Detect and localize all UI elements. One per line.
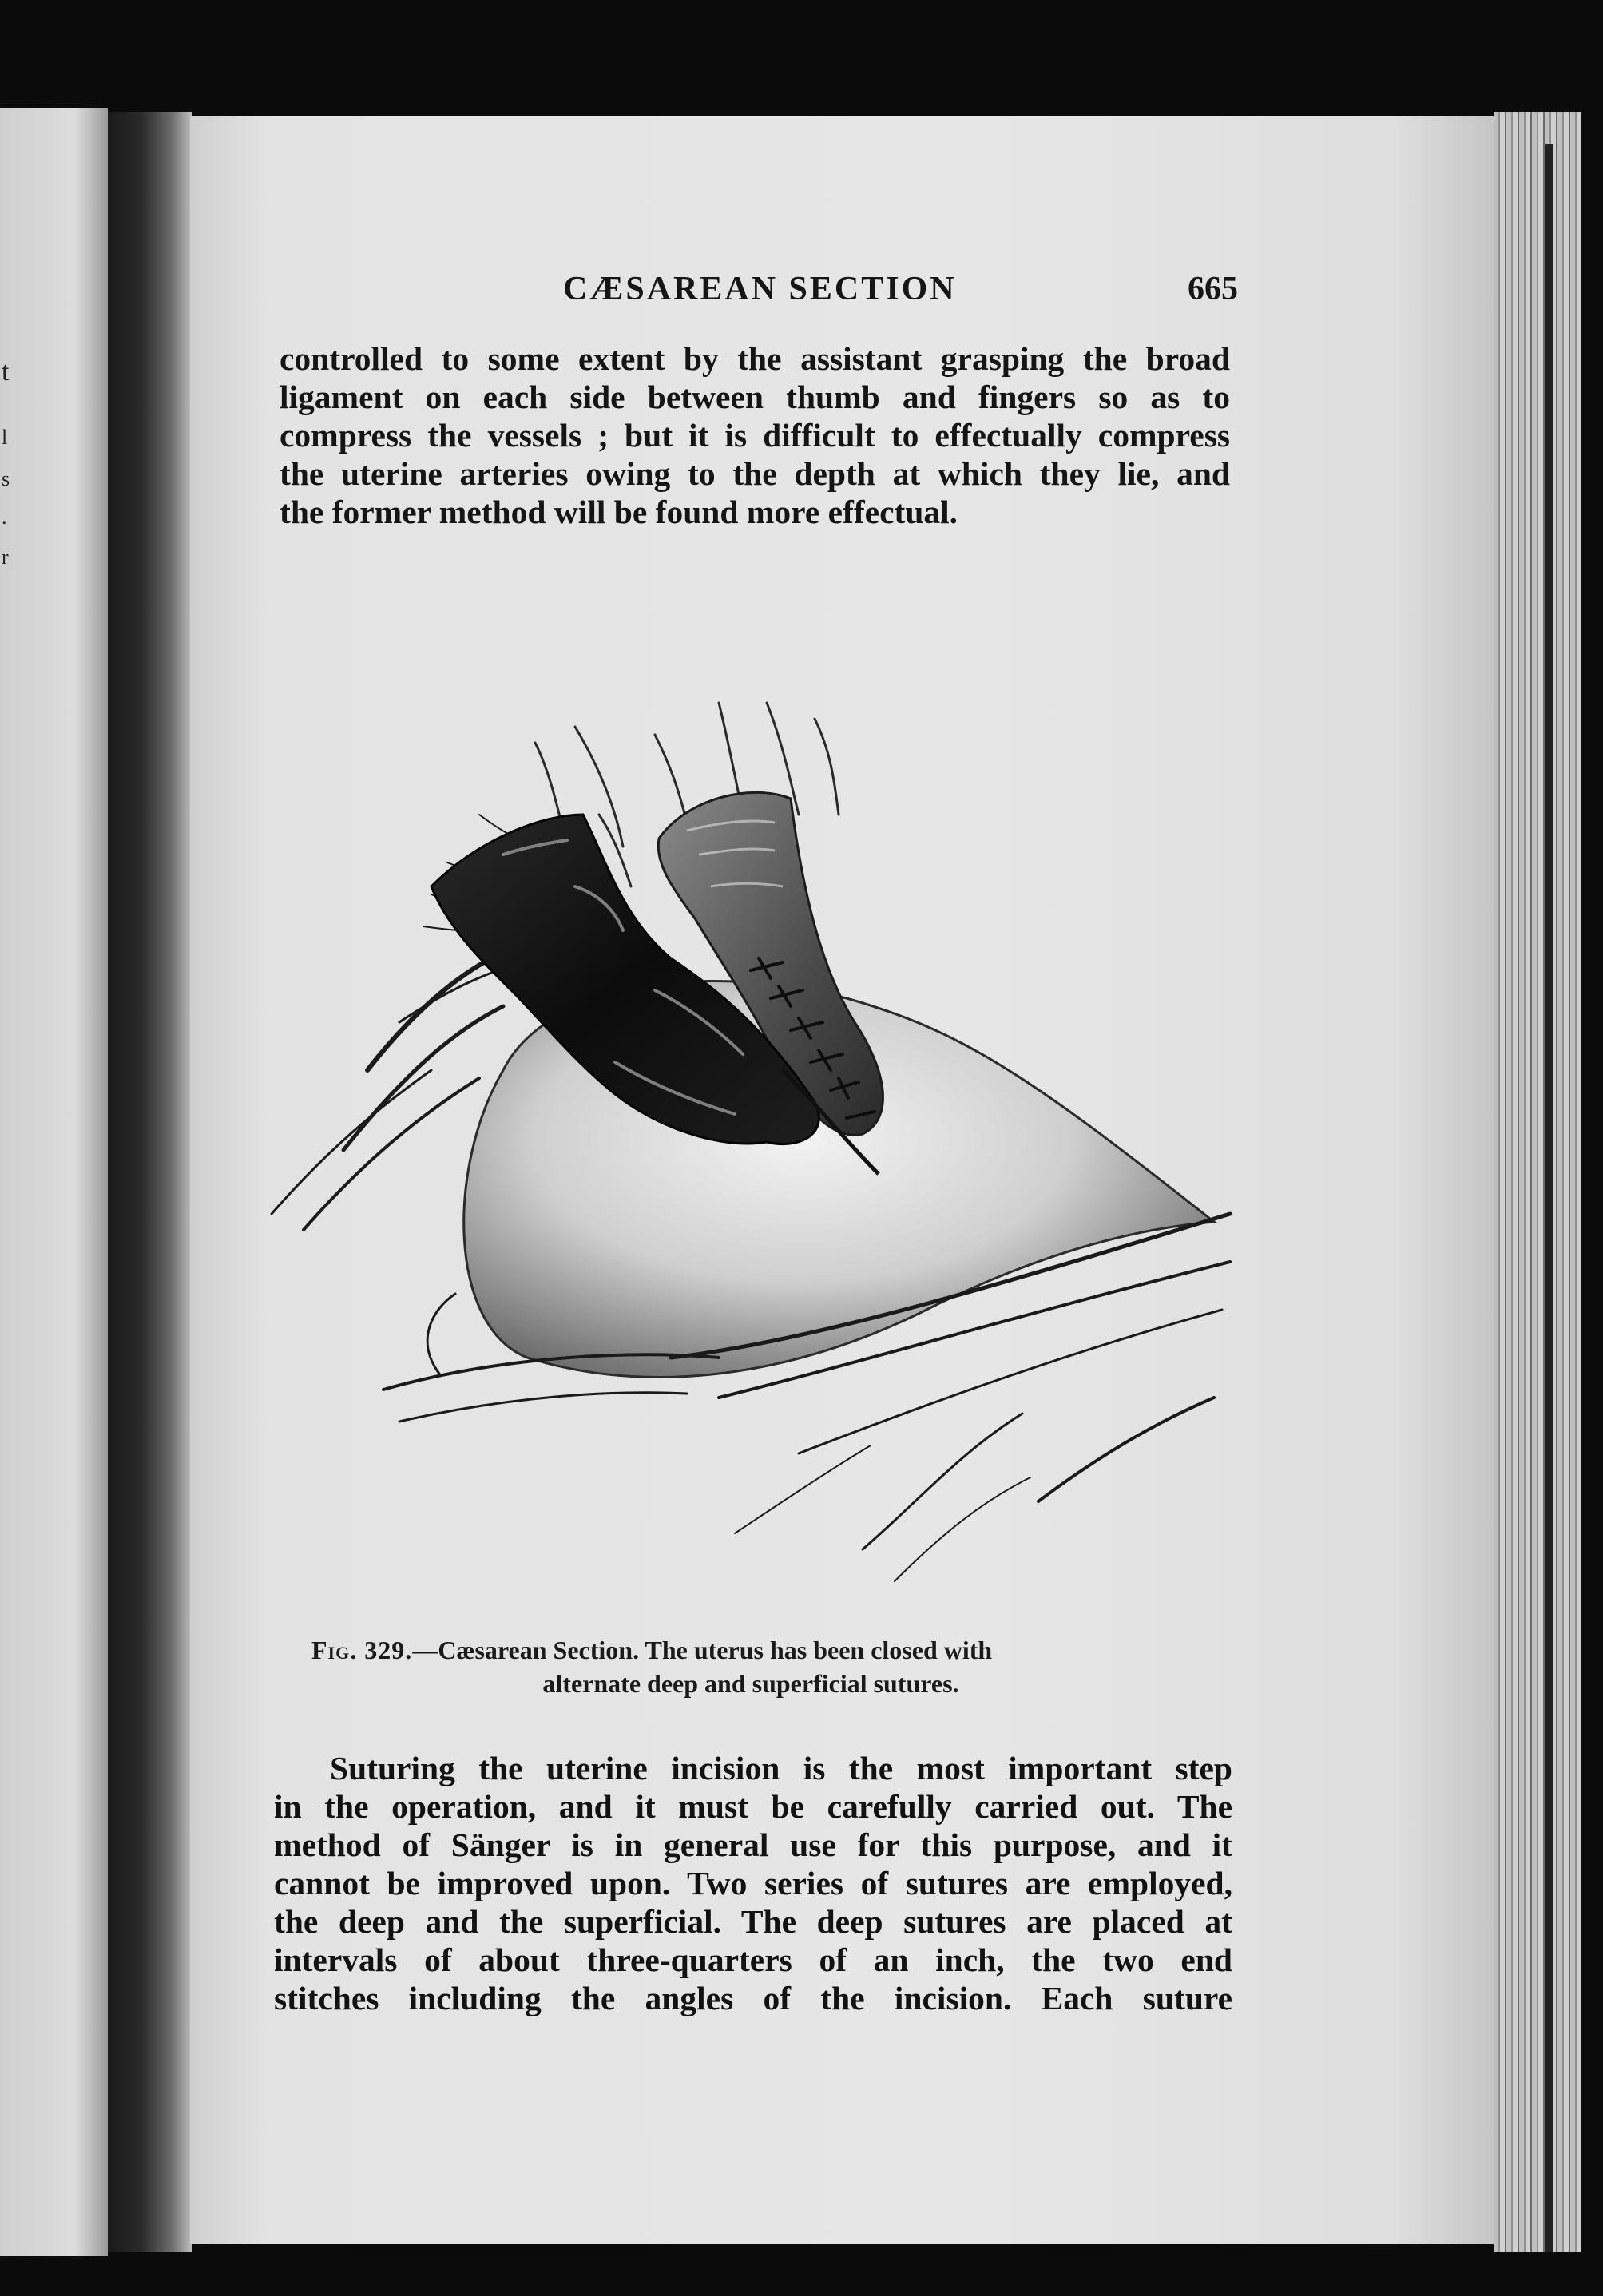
caption-text: —Cæsarean Section. The uterus has been closed with	[412, 1636, 993, 1664]
text-line: the former method will be found more effectual.	[280, 494, 958, 530]
surgical-illustration	[240, 655, 1270, 1597]
text-line: compress the vessels ; but it is difficult to effectually compress	[280, 417, 1230, 454]
chapter-title: CÆSAREAN SECTION	[563, 271, 957, 307]
left-page-letter: s	[2, 467, 10, 490]
text-line: cannot be improved upon. Two series of sutures are employed,	[274, 1865, 1232, 1901]
text-line: ligament on each side between thumb and fingers so as to	[280, 379, 1230, 415]
caption-line	[311, 1633, 1190, 1667]
text-line: controlled to some extent by the assistant grasping the broad	[280, 340, 1230, 377]
left-page-letter: l	[2, 426, 8, 449]
previous-page-edge	[0, 108, 108, 2256]
page-number: 665	[1188, 271, 1238, 307]
page-edges	[1494, 112, 1581, 2252]
figure-label: Fig. 329.	[311, 1636, 413, 1664]
text-line: method of Sänger is in general use for this purpose, and it	[274, 1826, 1232, 1863]
page-edge-shadow	[1545, 144, 1553, 2252]
figure-caption	[311, 1633, 1190, 1700]
text-line: the deep and the superficial. The deep sutures are placed at	[274, 1903, 1232, 1940]
text-line: in the operation, and it must be carefully carried out. The	[274, 1788, 1232, 1825]
paragraph-top	[280, 339, 1230, 531]
left-page-letter: r	[2, 545, 9, 569]
text-line: Suturing the uterine incision is the most important step	[330, 1750, 1232, 1786]
caption-line: alternate deep and superficial sutures.	[542, 1669, 959, 1698]
left-page-letter: .	[2, 506, 7, 529]
paragraph-bottom	[274, 1749, 1232, 2017]
book-gutter	[108, 112, 192, 2252]
left-page-letter: t	[2, 357, 10, 387]
text-line: intervals of about three-quarters of an inch, the two end	[274, 1941, 1232, 1978]
text-line: stitches including the angles of the incision. Each suture	[274, 1980, 1232, 2016]
text-line: the uterine arteries owing to the depth at which they lie, and	[280, 455, 1230, 492]
running-head	[280, 270, 1238, 318]
